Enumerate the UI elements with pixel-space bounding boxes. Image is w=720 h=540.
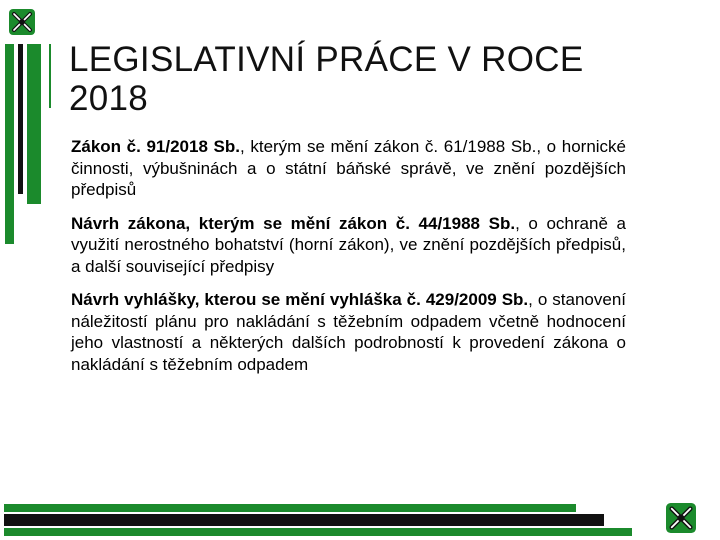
page-title: LEGISLATIVNÍ PRÁCE V ROCE 2018 <box>69 40 584 118</box>
item-title: Návrh zákona, kterým se mění zákon č. 44/1988 Sb. <box>71 213 516 233</box>
mining-emblem-icon <box>9 9 35 35</box>
decorative-bar <box>4 528 632 536</box>
legislation-list <box>71 136 626 387</box>
decorative-bar <box>4 504 576 512</box>
title-accent-line <box>49 44 51 108</box>
item-title: Zákon č. 91/2018 Sb. <box>71 137 240 156</box>
list-item <box>71 289 626 375</box>
item-description: , o ochraně a využití nerostného bohatství (horní zákon), ve znění pozdějších předpisů, a další související předpisy <box>71 213 626 276</box>
item-title: Návrh vyhlášky, kterou se mění vyhláška č. 429/2009 Sb. <box>71 290 529 309</box>
decorative-bar <box>4 514 604 526</box>
decorative-bar <box>18 44 23 194</box>
mining-emblem-icon <box>666 503 696 533</box>
decorative-bar <box>5 44 14 244</box>
item-description: , o stanovení náležitostí plánu pro nakládání s těžebním odpadem včetně hodnocení jeho vlastností a některých dalších podrobností k provedení zákona o nakládání s těžebním odpadem <box>71 290 626 374</box>
decorative-bar <box>27 44 41 204</box>
list-item <box>71 136 626 201</box>
item-description: , kterým se mění zákon č. 61/1988 Sb., o hornické činnosti, výbušninách a o státní báňské správě, ve znění pozdějších předpisů <box>71 137 627 199</box>
list-item <box>71 213 626 278</box>
